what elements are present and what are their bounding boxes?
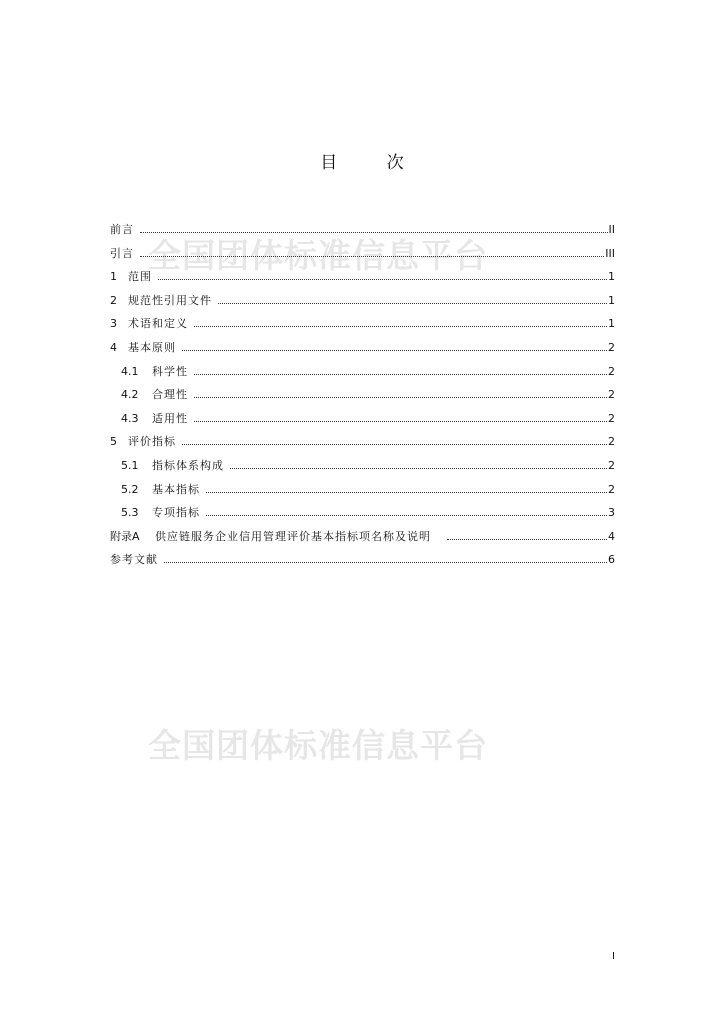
toc-entry-label: 参考文献	[110, 553, 158, 567]
toc-entry-label: 专项指标	[152, 506, 200, 520]
toc-entry-page: 2	[608, 364, 615, 378]
toc-entry-number: 5.1	[121, 458, 139, 472]
toc-entry-page: 2	[608, 340, 615, 354]
toc-entry-page: 2	[608, 435, 615, 449]
watermark-bottom: 全国团体标准信息平台	[148, 726, 488, 765]
dot-leader	[218, 302, 607, 304]
toc-entry-basic-indicators[interactable]	[110, 482, 615, 506]
dot-leader	[140, 255, 604, 257]
dot-leader	[206, 514, 607, 516]
dot-leader	[182, 349, 607, 351]
toc-entry-number: 4.3	[121, 411, 139, 425]
dot-leader	[447, 538, 607, 540]
toc-entry-number: 4	[110, 340, 117, 354]
toc-entry-label: 范围	[128, 270, 152, 284]
toc-entry-page: III	[605, 246, 615, 260]
toc-entry-number: 4.1	[121, 364, 139, 378]
watermark-top: 全国团体标准信息平台	[148, 236, 488, 275]
toc-entry-appendix-a[interactable]	[110, 529, 615, 553]
dot-leader	[230, 467, 607, 469]
dot-leader	[164, 561, 607, 563]
toc-entry-scope[interactable]	[110, 269, 615, 293]
toc-entry-page: 6	[608, 553, 615, 567]
toc-entry-label: 基本指标	[152, 482, 200, 496]
dot-leader	[194, 325, 607, 327]
toc-entry-number: 5.3	[121, 506, 139, 520]
toc-entry-page: 2	[608, 388, 615, 402]
toc-entry-terms-definitions[interactable]	[110, 316, 615, 340]
toc-entry-rationality[interactable]	[110, 387, 615, 411]
toc-entry-page: 2	[608, 411, 615, 425]
toc-entry-page: 1	[608, 317, 615, 331]
toc-entry-label: 前言	[110, 223, 134, 236]
toc-entry-label: 引言	[110, 246, 134, 260]
page-number: I	[612, 951, 615, 962]
toc-entry-page: 2	[608, 482, 615, 496]
toc-entry-page: 1	[608, 270, 615, 284]
toc-entry-normative-references[interactable]	[110, 293, 615, 317]
dot-leader	[182, 443, 607, 445]
toc-entry-applicability[interactable]	[110, 411, 615, 435]
toc-entry-label: 规范性引用文件	[128, 293, 212, 307]
toc-entry-label: 适用性	[152, 411, 188, 425]
toc-entry-label: 术语和定义	[128, 317, 188, 331]
toc-entry-bibliography[interactable]	[110, 552, 615, 576]
dot-leader	[206, 491, 607, 493]
toc-entry-label: 供应链服务企业信用管理评价基本指标项名称及说明	[155, 529, 431, 543]
toc-entry-number: 5.2	[121, 482, 139, 496]
toc-entry-page: 4	[608, 529, 615, 543]
toc-entry-number: 3	[110, 317, 117, 331]
dot-leader	[194, 420, 607, 422]
toc-entry-number: 附录A	[110, 529, 140, 543]
toc-entry-page: 1	[608, 293, 615, 307]
toc-entry-number: 4.2	[121, 388, 139, 402]
dot-leader	[194, 373, 607, 375]
toc-entry-number: 2	[110, 293, 117, 307]
table-of-contents	[110, 222, 615, 576]
toc-entry-label: 评价指标	[128, 435, 176, 449]
toc-entry-page: 2	[608, 458, 615, 472]
dot-leader	[194, 396, 607, 398]
toc-entry-page: II	[608, 223, 615, 236]
toc-entry-label: 基本原则	[128, 340, 176, 354]
toc-entry-evaluation-indicators[interactable]	[110, 434, 615, 458]
toc-entry-label: 科学性	[152, 364, 188, 378]
toc-entry-introduction[interactable]	[110, 246, 615, 270]
toc-entry-label: 指标体系构成	[152, 458, 224, 472]
toc-entry-special-indicators[interactable]	[110, 505, 615, 529]
toc-entry-indicator-system[interactable]	[110, 458, 615, 482]
page-title: 目 次	[320, 153, 426, 173]
toc-entry-page: 3	[608, 506, 615, 520]
toc-entry-number: 1	[110, 270, 117, 284]
toc-entry-basic-principles[interactable]	[110, 340, 615, 364]
toc-entry-number: 5	[110, 435, 117, 449]
toc-entry-label: 合理性	[152, 388, 188, 402]
toc-entry-scientific[interactable]	[110, 364, 615, 388]
dot-leader	[140, 231, 608, 233]
toc-entry-foreword[interactable]	[110, 222, 615, 246]
dot-leader	[158, 278, 607, 280]
